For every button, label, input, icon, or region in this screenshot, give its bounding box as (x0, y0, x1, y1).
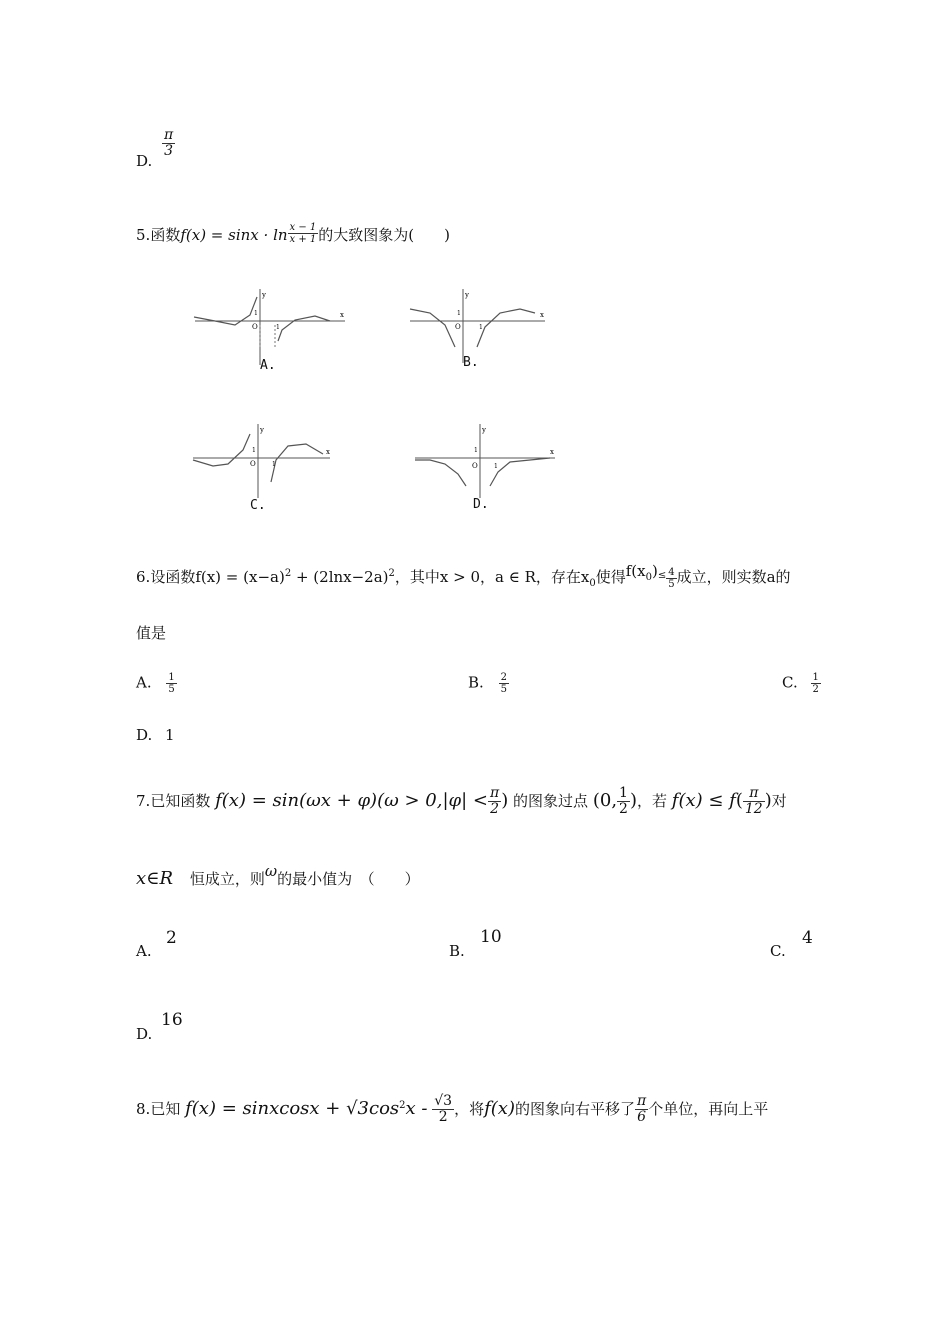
graph-b-one-y: 1 (457, 310, 461, 317)
text-span: √3 (434, 1093, 453, 1109)
text-span: 函数 (150, 226, 181, 244)
text-span: x + 1 (289, 233, 317, 245)
q7-option-d-value: 16 (161, 1010, 183, 1030)
text-span: D. (136, 726, 153, 744)
text-span: 2 (812, 684, 819, 695)
text-span: 7. (136, 791, 151, 810)
text-span: 3 (164, 143, 174, 160)
text-span: π (743, 786, 765, 802)
text-span: 的图象向右平移了 (514, 1099, 635, 1118)
text-span: 的最小值为 （ ） (277, 870, 420, 888)
q7-option-c-value: 4 (802, 928, 813, 948)
text-span: ) (629, 789, 637, 811)
text-span: ，若 (637, 791, 668, 810)
text-span: A. (136, 673, 152, 692)
text-span: 设函数f(x) = (x−a) (150, 568, 285, 586)
text-span: C. (770, 942, 786, 960)
q6-option-a (136, 672, 177, 695)
q6-line2: 值是 (136, 624, 167, 642)
q5-graph-a-label: A. (260, 358, 276, 373)
text-span: 1 (168, 672, 175, 683)
q4-option-d-value (162, 128, 175, 160)
text-span: ω (264, 862, 278, 880)
text-span: x − 1 (289, 221, 317, 233)
q6-option-c (782, 672, 821, 695)
text-span: f(x) = sin(ωx + φ)(ω > 0,|φ| < (215, 789, 489, 811)
text-span: B. (468, 673, 484, 692)
text-span: x - (405, 1097, 428, 1119)
graph-b-y: y (465, 291, 469, 299)
q7-option-b-value: 10 (480, 927, 502, 947)
q8-question (136, 1094, 768, 1126)
graph-c-one-y: 1 (252, 447, 256, 454)
q4-option-d-label: D. (136, 152, 153, 170)
text-span: 1 (165, 726, 175, 744)
graph-a-o: O (252, 323, 258, 331)
text-span: 1 (619, 785, 628, 801)
text-span: 2 (388, 568, 395, 579)
text-span: 5 (500, 684, 507, 695)
text-span: + (2lnx−2a) (291, 568, 389, 586)
text-span: 对 (771, 791, 787, 810)
text-span: π (490, 785, 500, 801)
graph-d-y: y (482, 426, 486, 434)
text-span: ) (651, 562, 658, 580)
graph-a-one-y: 1 (254, 310, 258, 317)
graph-d-one-y: 1 (474, 447, 478, 454)
text-span: f(x) = sinxcosx + √3cos (185, 1097, 400, 1119)
text-span: f(x (625, 562, 646, 580)
text-span: B. (449, 942, 465, 960)
text-span: 0 (589, 578, 596, 589)
q7-question: 7.已知函数 f(x) = sin(ωx + φ)(ω > 0,|φ| < $\frac{\pi}{2}$ ) 的图象过点 (0, $\frac{1}{2}$ )，若 f(x) ≤ f( $\frac{\pi}{12}$ )对 (136, 785, 787, 818)
q7-option-a-value: 2 (166, 928, 177, 948)
q7-option-a (136, 942, 152, 960)
text-span: D. (136, 1025, 153, 1043)
graph-c-one-x: 1 (272, 461, 276, 468)
text-span: 2 (438, 1109, 448, 1126)
text-span: A. (136, 942, 152, 960)
text-span: 5 (668, 578, 675, 590)
q5-graph-c (188, 420, 338, 500)
text-span: ) (501, 789, 509, 811)
text-span: 2 (500, 672, 507, 683)
text-span: (0, (592, 789, 618, 811)
q5-graph-d (410, 420, 560, 500)
text-span: 2 (284, 568, 292, 579)
q5-graph-b-label: B. (463, 355, 479, 370)
text-span: f(x) (484, 1097, 515, 1119)
text-span: 5 (168, 684, 175, 695)
graph-a-one-x: 1 (276, 324, 280, 331)
graph-d-o: O (472, 462, 478, 470)
text-span: 2 (490, 801, 500, 818)
graph-d-x: x (550, 448, 554, 456)
text-span: 5. (136, 226, 151, 244)
text-span: 的大致图象为( ) (318, 226, 450, 244)
text-span: ≤ (657, 570, 667, 581)
text-span: π (636, 1093, 647, 1109)
text-span: 6. (136, 568, 151, 586)
q5-graph-c-label: C. (250, 498, 266, 513)
text-span: 已知 (150, 1099, 181, 1118)
graph-d-one-x: 1 (494, 463, 498, 470)
text-span: 成立，则实数a的 (676, 568, 791, 586)
graph-b-x: x (540, 311, 544, 319)
graph-c-x: x (326, 448, 330, 456)
graph-a-x: x (340, 311, 344, 319)
text-span: f(x) ≤ f (671, 789, 736, 811)
text-span: ，将 (454, 1099, 485, 1118)
text-span: 1 (812, 672, 819, 683)
text-span: C. (782, 673, 798, 692)
q7-option-c (770, 942, 786, 960)
graph-c-o: O (250, 460, 256, 468)
text-span: 个单位，再向上平 (648, 1099, 769, 1118)
graph-b-o: O (455, 323, 461, 331)
text-span: 已知函数 (150, 791, 211, 810)
q5-question (136, 221, 450, 245)
text-span: π (164, 127, 174, 143)
graph-a-y: y (262, 291, 266, 299)
q7-option-b (449, 942, 465, 960)
text-span: 的图象过点 (513, 791, 589, 810)
text-span: 6 (637, 1109, 647, 1126)
text-span: 12 (744, 801, 763, 818)
q6-option-d (136, 726, 175, 744)
graph-c-y: y (260, 426, 264, 434)
graph-b-one-x: 1 (479, 324, 483, 331)
q7-line2 (136, 862, 420, 889)
text-span: 0 (645, 572, 652, 583)
text-span: f(x) = sinx · ln (180, 226, 288, 244)
text-span: 恒成立，则 (189, 870, 265, 888)
q5-graph-b (405, 285, 550, 365)
q7-option-d (136, 1025, 152, 1043)
text-span: ，其中x > 0，a ∈ R，存在x (394, 568, 590, 586)
text-span: 2 (619, 801, 628, 818)
text-span: x∈R (136, 868, 174, 889)
q6-option-b (468, 672, 509, 695)
text-span: 使得 (595, 568, 626, 586)
q6-question (136, 562, 791, 590)
text-span: 4 (668, 566, 675, 578)
text-span: 2 (399, 1099, 406, 1111)
q5-graph-d-label: D. (473, 497, 489, 512)
q4-option-d (136, 152, 152, 170)
text-span: 8. (136, 1099, 151, 1118)
